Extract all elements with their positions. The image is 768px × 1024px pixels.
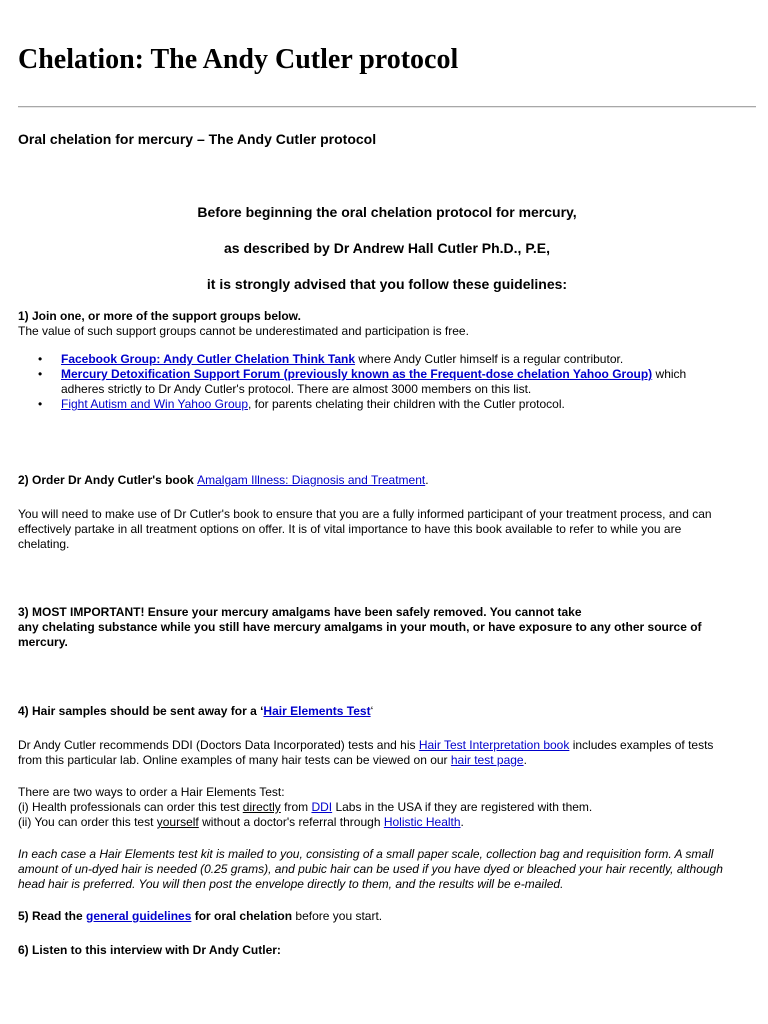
section-1-text: The value of such support groups cannot be underestimated and participation is free.: [18, 324, 469, 338]
underlined-text: yourself: [156, 815, 199, 829]
section-2-paragraph: [18, 507, 756, 552]
para-text: (ii) You can order this test: [18, 815, 157, 829]
list-item: [18, 352, 756, 367]
holistic-health-link[interactable]: Holistic Health: [383, 815, 461, 829]
para-text: .: [460, 815, 464, 829]
hair-test-interpretation-book-link[interactable]: Hair Test Interpretation book: [418, 738, 570, 752]
mercury-forum-link[interactable]: Mercury Detoxification Support Forum (previously known as the Frequent-dose chelation Yahoo Group): [61, 367, 653, 381]
section-order-book: [18, 473, 756, 552]
facebook-group-link[interactable]: Facebook Group: Andy Cutler Chelation Think Tank: [61, 352, 356, 366]
section-support-groups: [18, 309, 756, 412]
section-4-paragraph-3: [18, 847, 756, 892]
list-item-text-cont: adheres strictly to Dr Andy Cutler's protocol. There are almost 3000 members on this list.: [61, 382, 532, 396]
intro-block: [18, 204, 756, 312]
bullet: •: [38, 367, 43, 381]
list-item-text: where Andy Cutler himself is a regular contributor.: [355, 352, 624, 366]
heading-text: 4) Hair samples should be sent away for a ‘: [18, 704, 264, 718]
bullet: •: [38, 352, 43, 366]
list-item-text: , for parents chelating their children with the Cutler protocol.: [248, 397, 565, 411]
section-5-heading: 5) Read the: [18, 909, 87, 923]
section-4-paragraph-1: [18, 738, 756, 768]
amalgam-illness-book-link[interactable]: Amalgam Illness: Diagnosis and Treatment: [197, 473, 426, 487]
intro-line-3: it is strongly advised that you follow these guidelines:: [206, 276, 568, 292]
hair-elements-test-link[interactable]: Hair Elements Test: [263, 704, 371, 718]
section-4-heading: [18, 704, 756, 719]
punctuation: .: [425, 473, 429, 487]
heading-text: ‘: [370, 704, 374, 718]
para-text: Labs in the USA if they are registered with them.: [332, 800, 593, 814]
para-text: from: [280, 800, 312, 814]
divider: [18, 106, 756, 108]
underlined-text: directly: [242, 800, 281, 814]
para-text: without a doctor's referral through: [198, 815, 384, 829]
list-item: [18, 397, 756, 412]
intro-line-1: Before beginning the oral chelation protocol for mercury,: [197, 204, 577, 220]
section-amalgams-warning: [18, 605, 756, 650]
warning-line: mercury.: [18, 635, 68, 649]
para-line: You will need to make use of Dr Cutler's book to ensure that you are a fully informed participant of your treatment process, and can: [18, 507, 712, 521]
para-line: head hair is preferred. You will then post the envelope directly to them, and the results will be e-mailed.: [18, 877, 564, 891]
general-guidelines-link[interactable]: general guidelines: [86, 909, 192, 923]
para-text: (i) Health professionals can order this test: [18, 800, 243, 814]
para-text: includes examples of tests: [569, 738, 714, 752]
section-1-heading: 1) Join one, or more of the support groups below.: [18, 309, 301, 323]
para-text: .: [523, 753, 527, 767]
list-item-text: which: [652, 367, 687, 381]
ddi-link[interactable]: DDI: [311, 800, 333, 814]
section-general-guidelines: [18, 909, 756, 924]
para-line: chelating.: [18, 537, 70, 551]
bullet: •: [38, 397, 43, 411]
para-line: In each case a Hair Elements test kit is mailed to you, consisting of a small paper scale, collection bag and requisition form. A small: [18, 847, 714, 861]
warning-line: any chelating substance while you still have mercury amalgams in your mouth, or have exposure to any other source of: [18, 620, 702, 634]
section-hair-test: [18, 704, 756, 892]
para-text: before you start.: [292, 909, 383, 923]
para-text: from this particular lab. Online examples of many hair tests can be viewed on our: [18, 753, 451, 767]
section-2-heading: 2) Order Dr Andy Cutler's book: [18, 473, 198, 487]
list-item: [18, 367, 756, 397]
fight-autism-group-link[interactable]: Fight Autism and Win Yahoo Group: [61, 397, 248, 411]
para-text: Dr Andy Cutler recommends DDI (Doctors Data Incorporated) tests and his: [18, 738, 419, 752]
page-subtitle: Oral chelation for mercury – The Andy Cutler protocol: [18, 131, 377, 147]
section-4-paragraph-2: [18, 785, 756, 830]
warning-line: 3) MOST IMPORTANT! Ensure your mercury amalgams have been safely removed. You cannot take: [18, 605, 582, 619]
hair-test-page-link[interactable]: hair test page: [450, 753, 524, 767]
para-line: effectively partake in all treatment options on offer. It is of vital importance to have this book available to refer to while you are: [18, 522, 682, 536]
section-5-heading: for oral chelation: [191, 909, 293, 923]
page-title: Chelation: The Andy Cutler protocol: [18, 44, 459, 75]
para-line: amount of un-dyed hair is needed (0.25 grams), and pubic hair can be used if you have dyed or bleached your hair recently, although: [18, 862, 723, 876]
para-text: There are two ways to order a Hair Elements Test:: [18, 785, 285, 799]
section-6-heading: 6) Listen to this interview with Dr Andy Cutler:: [18, 943, 281, 957]
intro-line-2: as described by Dr Andrew Hall Cutler Ph.D., P.E,: [224, 240, 550, 256]
support-group-list: [18, 352, 756, 412]
section-interview: [18, 943, 756, 958]
